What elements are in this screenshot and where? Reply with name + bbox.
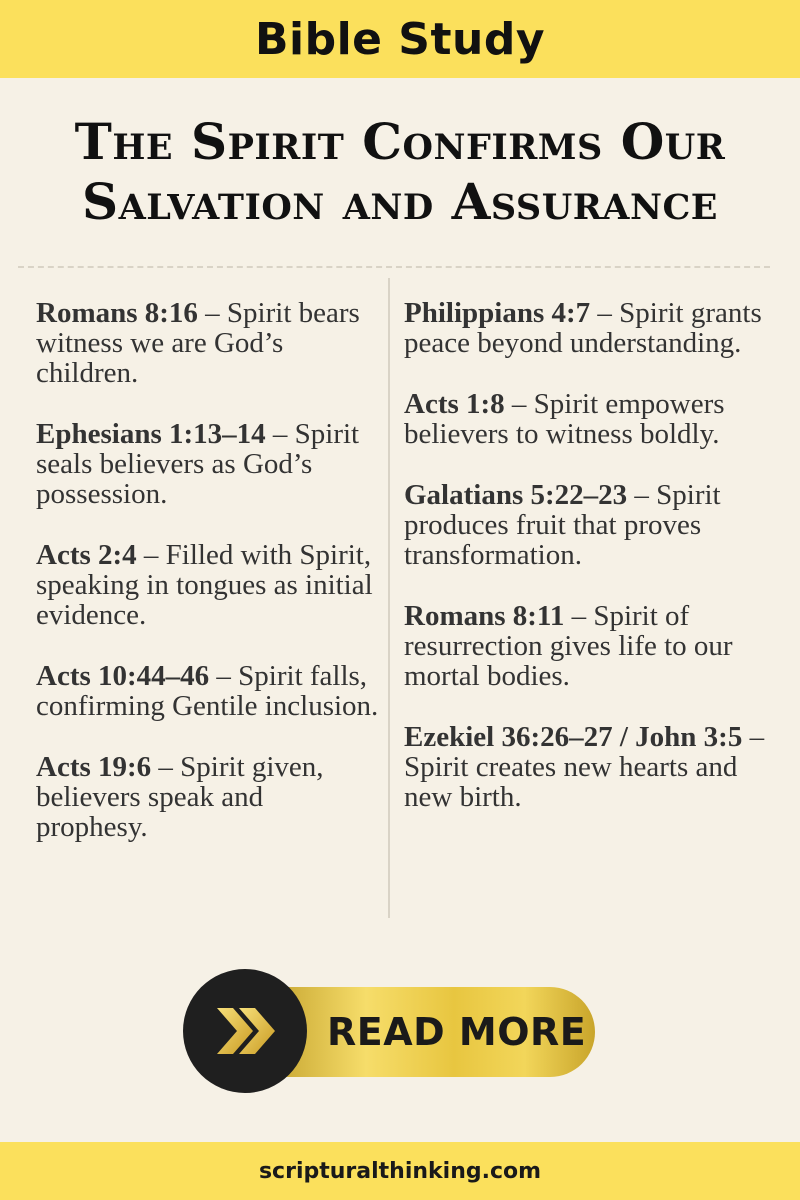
title-line-1: The Spirit Confirms Our	[74, 112, 726, 171]
verse-description: Spirit empowers believers to witness boldly.	[404, 388, 725, 450]
verse-entry	[36, 298, 381, 388]
verse-separator: –	[627, 479, 657, 511]
verse-separator: –	[136, 539, 166, 571]
column-separator	[388, 278, 390, 918]
read-more-label: READ MORE	[327, 1010, 587, 1054]
verse-entry	[36, 752, 381, 842]
verse-description: Spirit grants peace beyond understanding.	[404, 297, 762, 359]
title-divider	[18, 266, 770, 268]
verse-reference: Romans 8:16	[36, 297, 198, 329]
verse-reference: Acts 10:44–46	[36, 660, 210, 692]
verse-reference: Acts 1:8	[404, 388, 505, 420]
verse-entry	[36, 661, 381, 721]
verse-description: Spirit of resurrection gives life to our mortal bodies.	[404, 600, 733, 692]
top-banner	[0, 0, 800, 78]
verse-description: Spirit creates new hearts and new birth.	[404, 751, 738, 813]
verse-entry	[404, 480, 784, 570]
verse-separator: –	[151, 751, 181, 783]
footer-banner	[0, 1142, 800, 1200]
verse-separator: –	[209, 660, 239, 692]
left-column	[36, 298, 381, 873]
verse-entry	[404, 389, 784, 449]
verse-description: Spirit falls, confirming Gentile inclusion.	[36, 660, 379, 722]
verse-description: Spirit seals believers as God’s possession.	[36, 418, 360, 510]
verse-reference: Ephesians 1:13–14	[36, 418, 266, 450]
verse-reference: Galatians 5:22–23	[404, 479, 628, 511]
verse-reference: Philippians 4:7	[404, 297, 591, 329]
right-column	[404, 298, 784, 843]
double-chevron-right-icon	[213, 1006, 277, 1056]
verse-reference: Romans 8:11	[404, 600, 565, 632]
verse-separator: –	[504, 388, 534, 420]
verse-separator: –	[197, 297, 227, 329]
verse-entry	[36, 419, 381, 509]
verse-description: Spirit given, believers speak and prophesy.	[36, 751, 324, 843]
verse-separator: –	[564, 600, 594, 632]
verse-entry	[36, 540, 381, 630]
page-title	[20, 112, 780, 232]
verse-entry	[404, 298, 784, 358]
verse-separator: –	[742, 721, 765, 753]
read-more-button[interactable]	[183, 969, 597, 1093]
verse-separator: –	[265, 418, 295, 450]
banner-label: Bible Study	[254, 13, 546, 65]
verse-description: Spirit bears witness we are God’s children.	[36, 297, 360, 389]
verse-description: Spirit produces fruit that proves transformation.	[404, 479, 721, 571]
verse-reference: Acts 19:6	[36, 751, 152, 783]
verse-separator: –	[590, 297, 620, 329]
verse-entry	[404, 722, 784, 812]
verse-description: Filled with Spirit, speaking in tongues as initial evidence.	[36, 539, 373, 631]
footer-site-link[interactable]: scripturalthinking.com	[258, 1158, 542, 1184]
verse-reference: Acts 2:4	[36, 539, 137, 571]
verse-entry	[404, 601, 784, 691]
title-line-2: Salvation and Assurance	[82, 172, 718, 231]
verse-reference: Ezekiel 36:26–27 / John 3:5	[404, 721, 743, 753]
read-more-icon-circle[interactable]	[183, 969, 307, 1093]
